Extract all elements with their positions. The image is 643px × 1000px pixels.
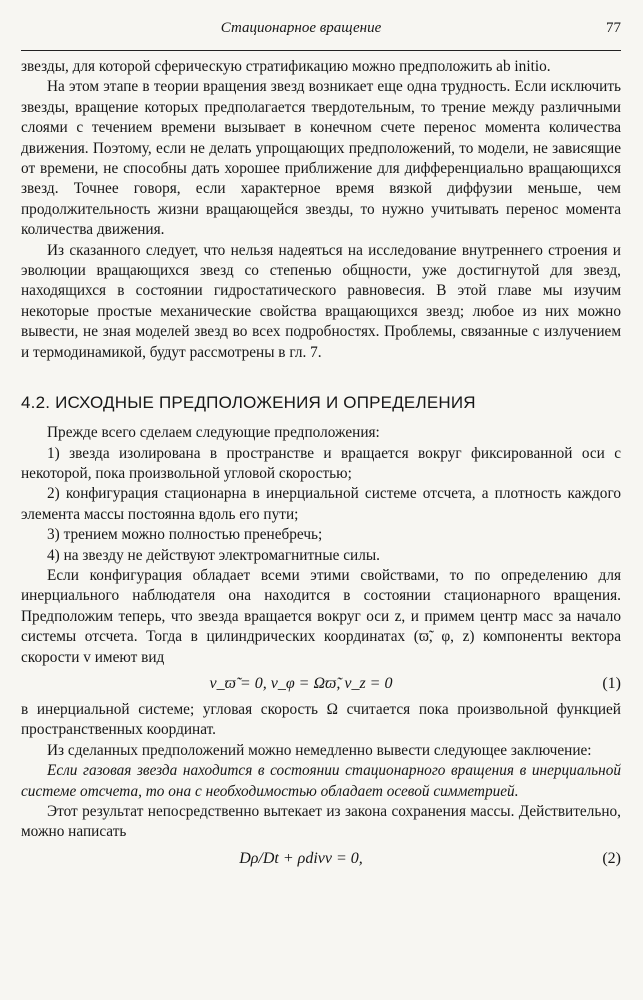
- section-heading: 4.2. ИСХОДНЫЕ ПРЕДПОЛОЖЕНИЯ И ОПРЕДЕЛЕНИЯ: [21, 393, 476, 413]
- paragraph-consequence: Из сказанного следует, что нельзя надеяться на исследование внутреннего строения и эволюции вращающихся звезд со степенью общности, уже достигнутой для звезд, находящихся в состоянии гидростатического равновесия. В этой главе мы изучим некоторые простые механические свойства вращающихся звезд; любое из них можно вывести, не зная моделей звезд во всех подробностях. Проблемы, связанные с излучением и термодинамикой, будут рассмотрены в гл. 7.: [21, 241, 621, 361]
- running-header: [21, 12, 621, 42]
- assumptions-intro: Прежде всего сделаем следующие предположения:: [47, 424, 380, 442]
- book-page: [21, 12, 621, 992]
- equation-2-body: Dρ/Dt + ρdivv = 0,: [239, 849, 363, 867]
- equation-1-body: v_ϖ̃ = 0, v_φ = Ωϖ̃, v_z = 0: [209, 674, 393, 692]
- equation-1-number: (1): [602, 674, 621, 692]
- paragraph-difficulty: На этом этапе в теории вращения звезд возникает еще одна трудность. Если исключить звезды, вращение которых предполагается твердотельным, то трение между различными слоями с течением времени вызывает в конечном счете перенос момента количества движения. Поэтому, если не делать упрощающих предположений, то модели, не зависящие от времени, не способны дать хорошее приближение для дифференциально вращающихся звезд. Точнее говоря, если характерное время вязкой диффузии меньше, чем продолжительность жизни вращающейся звезды, то нужно учитывать перенос момента количества движения.: [21, 78, 621, 239]
- equation-2: [21, 843, 621, 875]
- theorem-statement: Если газовая звезда находится в состоянии стационарного вращения в инерциальной системе отсчета, то она с необходимостью обладает осевой симметрией.: [21, 762, 621, 800]
- paragraph-continued: звезды, для которой сферическую стратификацию можно предположить ab initio.: [21, 58, 551, 75]
- paragraph-inertial: в инерциальной системе; угловая скорость Ω считается пока произвольной функцией пространственных координат.: [21, 700, 621, 739]
- equation-1: [21, 668, 621, 700]
- assumption-item: 1) звезда изолирована в пространстве и вращается вокруг фиксированной оси с некоторой, пока произвольной угловой скоростью;: [21, 444, 621, 482]
- header-rule: [21, 50, 621, 51]
- assumption-item: 4) на звезду не действуют электромагнитные силы.: [47, 546, 380, 564]
- equation-2-number: (2): [602, 849, 621, 867]
- running-title: Стационарное вращение: [220, 20, 382, 36]
- assumption-item: 3) трением можно полностью пренебречь;: [47, 526, 323, 544]
- paragraph-configuration: Если конфигурация обладает всеми этими свойствами, то по определению для инерциального наблюдателя она находится в состоянии стационарного вращения. Предположим теперь, что звезда вращается вокруг оси z, и примем центр масс за начало системы отсчета. Тогда в цилиндрических координатах (ϖ̃, φ, z) компоненты вектора скорости v имеют вид: [21, 566, 621, 666]
- paragraph-result: Этот результат непосредственно вытекает из закона сохранения массы. Действительно, можно написать: [21, 803, 621, 841]
- assumption-item: 2) конфигурация стационарна в инерциальной системе отсчета, а плотность каждого элемента массы постоянна вдоль его пути;: [21, 485, 621, 523]
- page-number: 77: [606, 20, 621, 36]
- paragraph-conclusion-intro: Из сделанных предположений можно немедленно вывести следующее заключение:: [47, 741, 592, 759]
